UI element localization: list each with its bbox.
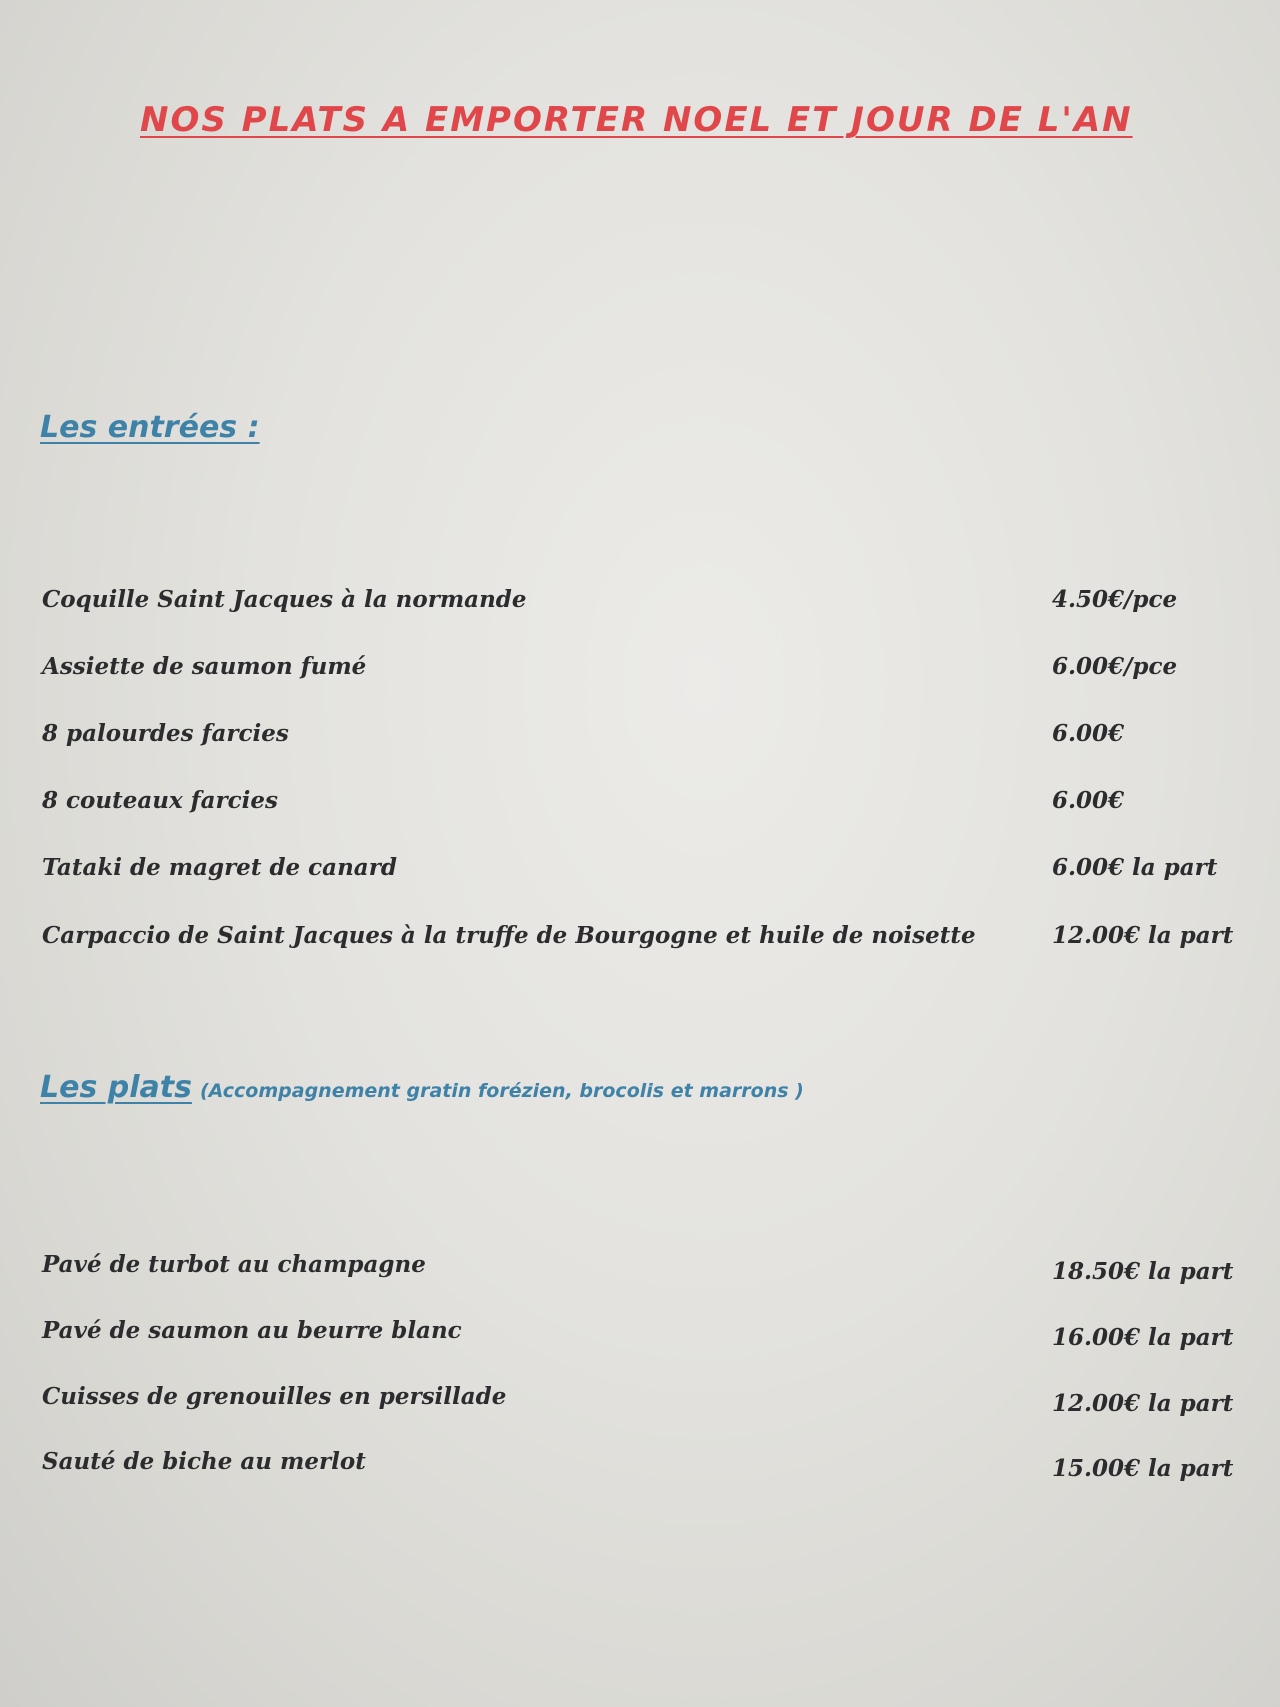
menu-item-name: 8 palourdes farcies [42,720,289,747]
menu-item-price: 6.00€ [1052,720,1125,747]
menu-item-name: Assiette de saumon fumé [42,653,367,680]
menu-item-name: Tataki de magret de canard [42,854,397,881]
menu-item-name: Carpaccio de Saint Jacques à la truffe de Bourgogne et huile de noisette [42,922,976,949]
menu-item-price: 6.00€ [1052,787,1125,814]
menu-item-name: 8 couteaux farcies [42,787,278,814]
page-title: NOS PLATS A EMPORTER NOEL ET JOUR DE L'AN [140,100,1133,140]
menu-item-price: 12.00€ la part [1052,1390,1234,1417]
menu-item-price: 16.00€ la part [1052,1324,1234,1351]
menu-item-name: Pavé de saumon au beurre blanc [42,1317,462,1344]
menu-item-price: 6.00€ la part [1052,854,1218,881]
section-heading-plats [40,1070,804,1105]
section-title: Les entrées : [40,410,260,445]
menu-item-price: 4.50€/pce [1052,586,1178,613]
menu-item-name: Pavé de turbot au champagne [42,1251,426,1278]
menu-item-price: 12.00€ la part [1052,922,1234,949]
menu-item-name: Cuisses de grenouilles en persillade [42,1383,507,1410]
section-heading-entrees [40,410,260,445]
section-title: Les plats [40,1070,192,1105]
menu-item-price: 6.00€/pce [1052,653,1178,680]
menu-item-name: Coquille Saint Jacques à la normande [42,586,527,613]
section-note: (Accompagnement gratin forézien, brocolis et marrons ) [199,1080,804,1102]
menu-item-price: 15.00€ la part [1052,1455,1234,1482]
menu-item-price: 18.50€ la part [1052,1258,1234,1285]
menu-item-name: Sauté de biche au merlot [42,1448,366,1475]
